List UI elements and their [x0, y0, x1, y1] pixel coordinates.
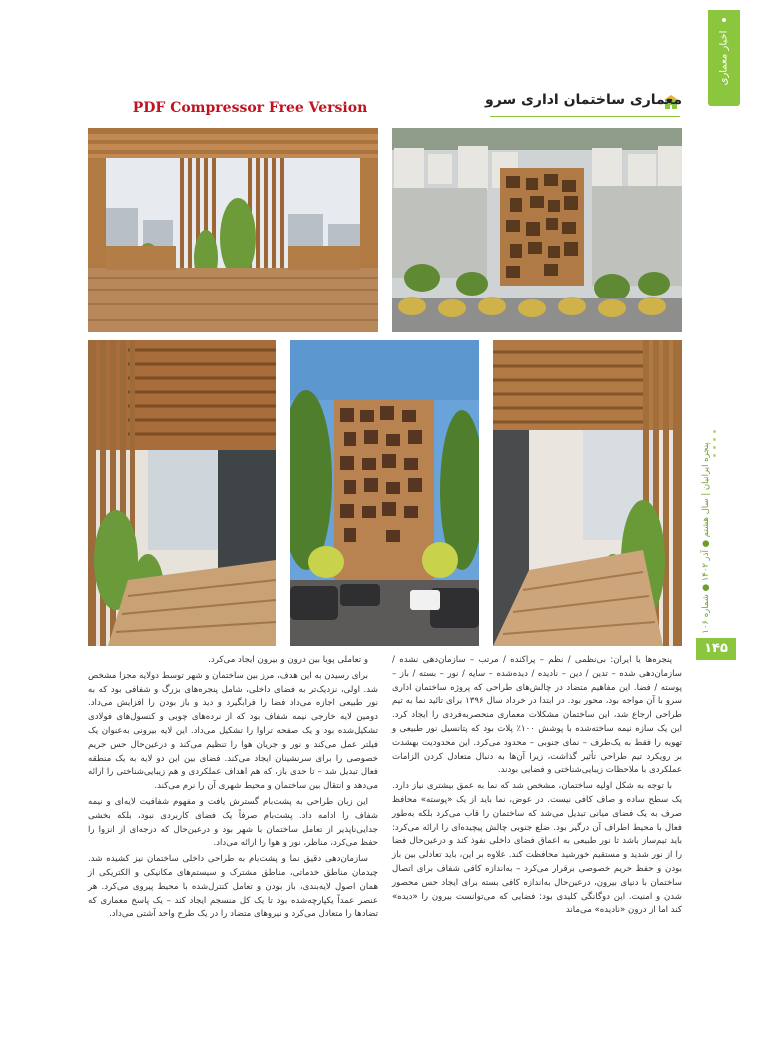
title-divider [490, 116, 680, 117]
paragraph: پنجره‌ها یا ایران: بی‌نظمی / نظم – پراکنده / مرتب – سازمان‌دهی نشده / سازمان‌دهی شده – تدین / دین – نادیده / دیده‌شده – سایه / نور – بسته / باز – پوسته / فضا. این مفاهیم متضاد در چالش‌های طراحی که پروژه ساختمان اداری سرو با آن مواجه بود، محور بود. در ابتدا در خرداد سال ۱۳۹۶ برای تائید نما به تیم طراحی ارجاع شد، این ساختمان مشکلات معماری منحصربه‌فردی را ایجاد کرد. این یک سازه نیمه ساخته‌شده با پوشش ۱۰۰٪ پلات بود که پتانسیل نور طبیعی و تهویه را فقط به یک‌طرف – نمای جنوبی – محدود می‌کرد. این محدودیت بهشدت بر رویکرد تیم طراحی تأثیر گذاشت، زیرا آن‌ها به دنبال متعادل کردن الزامات عملکردی با ملاحظات زیبایی‌شناختی و فضایی بودند. [392, 655, 682, 776]
paragraph: سازمان‌دهی دقیق نما و پشت‌بام به طراحی داخلی ساختمان نیز کشیده شد. چیدمان مناطق خدماتی، مناطق مشترک و سیستم‌های مکانیکی و الکتریکی از همان اصول لایه‌بندی، باز بودن و تعامل کنترل‌شده با محیط پیروی می‌کرد. هر عنصر عمداً یکپارچه‌شده بود تا یک کل منسجم ایجاد کند – یک پاسخ معماری که تضادها را متعادل می‌کرد و نیروهای متضاد را در یک طرح واحد آشتی می‌داد. [88, 854, 378, 920]
section-dot-icon [722, 18, 726, 22]
magazine-issue-text: پنجره ایرانیان | سال هشتم ● آذر ۱۴۰۲ ● شماره ۱۰۶ [701, 442, 711, 634]
text-column-left [88, 654, 378, 922]
page-number: ۱۴۵ [696, 638, 736, 660]
section-tab [708, 10, 740, 106]
photo-pergola-balcony [88, 128, 378, 332]
article-title: معماری ساختمان اداری سرو [485, 92, 682, 108]
watermark: PDF Compressor Free Version [132, 100, 368, 116]
text-column-right [392, 654, 682, 918]
paragraph: این زبان طراحی به پشت‌بام گسترش یافت و مفهوم شفافیت لایه‌ای و نیمه شفاف را ادامه داد. پشت‌بام صرفاً یک فضای کاربردی نبود، بلکه بخشی جدایی‌ناپذیر از تعامل ساختمان با شهر بود و درعین‌حال که درجه‌ای از انزوا را حفظ می‌کرد، مناظر، نور و هوا را ارائه می‌داد. [88, 796, 378, 849]
section-tab-label: اخبار معماری [718, 30, 730, 86]
photo-corridor-right [493, 340, 682, 646]
photo-building-facade [290, 340, 479, 646]
photo-corridor-left [88, 340, 276, 646]
magazine-issue-info [696, 418, 716, 658]
paragraph: با توجه به شکل اولیه ساختمان، مشخص شد که نما به عمق بیشتری نیاز دارد. یک سطح ساده و صاف کافی نیست. در عوض، نما باید از یک «پوسته» محافظ صرف به یک فضای میانی تبدیل می‌شد که ساختمان را قاب می‌کرد بلکه به‌طور فعال با محیط اطراف آن درگیر بود. ضلع جنوبی چالش پیچیده‌ای را ارائه می‌کرد: باید تیم‌ساز باشد تا نور طبیعی به اعماق فضای داخلی نفوذ کند و درعین‌حال فضا را از نور شدید و مستقیم خورشید محافظت کند. علاوه بر این، باید تعادلی بین باز بودن و حفظ حریم خصوصی برقرار می‌کرد – به‌اندازه کافی شفاف برای اتصال ساختمان با دنیای بیرون، درعین‌حال به‌اندازه کافی بسته برای ایجاد حس محصور شدن و امنیت. این دوگانگی کلیدی بود: فضایی که می‌توانست بیرون را «دیده» کند اما از درون «نادیده» می‌ماند [392, 781, 682, 916]
photo-aerial-view [392, 128, 682, 332]
paragraph: و تعاملی پویا بین درون و بیرون ایجاد می‌کرد. [208, 655, 368, 665]
paragraph: برای رسیدن به این هدف، مرز بین ساختمان و شهر توسط دولایه مجزا مشخص شد. اولی، نزدیک‌تر به فضای داخلی، شامل پنجره‌های بزرگ و شفافی بود که به نور طبیعی اجازه می‌داد فضا را فرابگیرد و دید و باز بودن را افزایش می‌داد. دومین لایه خارجی نیمه شفاف بود که از نرده‌های چوبی و کنسول‌های فولادی تشکیل‌شده بود و یک صفحه تراوا را تشکیل می‌داد. این لایه بیرونی به‌عنوان یک فیلتر عمل می‌کند و نور و جریان هوا را تنظیم می‌کند و درعین‌حال حس حریم خصوصی را برای سرنشینان ایجاد می‌کند. فضای بین این دو لایه به یک منطقه فعال تبدیل شد – تا حدی باز، که هم اهداف عملکردی و هم زیبایی‌شناختی را ارائه می‌دهد و انتقال بین ساختمان و محیط شهری آن را نرم می‌کند. [88, 670, 378, 792]
